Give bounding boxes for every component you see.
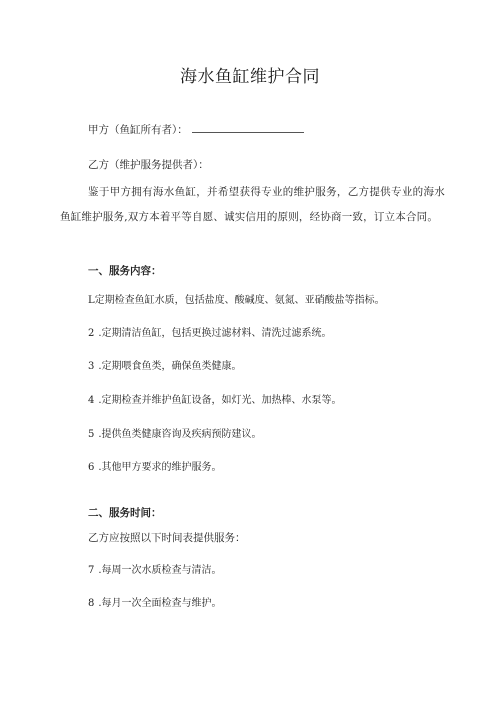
list-item-number: 3 <box>88 361 95 372</box>
list-item <box>88 564 222 578</box>
list-item-number: 2 <box>88 328 95 339</box>
list-item <box>88 360 242 374</box>
list-item-text: .定期清洁鱼缸，包括更换过滤材料、清洗过滤系统。 <box>98 328 332 339</box>
list-item-number: 6 <box>88 462 95 473</box>
party-b-line <box>88 158 209 172</box>
list-item-text: 定期检查鱼缸水质，包括盐度、酸碱度、氨氮、亚硝酸盐等指标。 <box>94 295 385 306</box>
list-item-number: 8 <box>88 598 95 609</box>
list-item <box>88 294 385 308</box>
party-b-label: 乙方（维护服务提供者）： <box>88 159 209 171</box>
section-1-heading: 一、服务内容： <box>88 265 162 277</box>
list-item-number: 4 <box>88 395 95 406</box>
list-item-text: .定期检查并维护鱼缸设备，如灯光、加热棒、水泵等。 <box>98 395 342 406</box>
list-item-text: .提供鱼类健康咨询及疾病预防建议。 <box>98 429 262 440</box>
list-item <box>88 394 342 408</box>
list-item-number: 7 <box>88 565 95 576</box>
list-item-text: .其他甲方要求的维护服务。 <box>98 462 222 473</box>
list-item <box>88 597 222 611</box>
section-2-intro: 乙方应按照以下时间表提供服务： <box>88 532 246 544</box>
page-title: 海水鱼缸维护合同 <box>180 67 320 87</box>
list-item-number: 5 <box>88 429 95 440</box>
list-item <box>88 461 222 475</box>
party-a-line <box>88 122 304 137</box>
list-item-text: .每月一次全面检查与维护。 <box>98 598 222 609</box>
section-2-heading: 二、服务时间： <box>88 507 162 519</box>
list-item <box>88 327 332 341</box>
list-item <box>88 428 262 442</box>
party-a-label: 甲方（鱼缸所有者）： <box>88 124 188 136</box>
intro-paragraph: 鉴于甲方拥有海水鱼缸，并希望获得专业的维护服务，乙方提供专业的海水鱼缸维护服务,双方本着平等自愿、诚实信用的原则，经协商一致，订立本合同。 <box>60 186 445 223</box>
list-item-text: .每周一次水质检查与清洁。 <box>98 565 222 576</box>
list-item-number: L <box>88 295 95 306</box>
list-item-text: .定期喂食鱼类，确保鱼类健康。 <box>98 361 242 372</box>
party-a-blank <box>192 122 304 133</box>
